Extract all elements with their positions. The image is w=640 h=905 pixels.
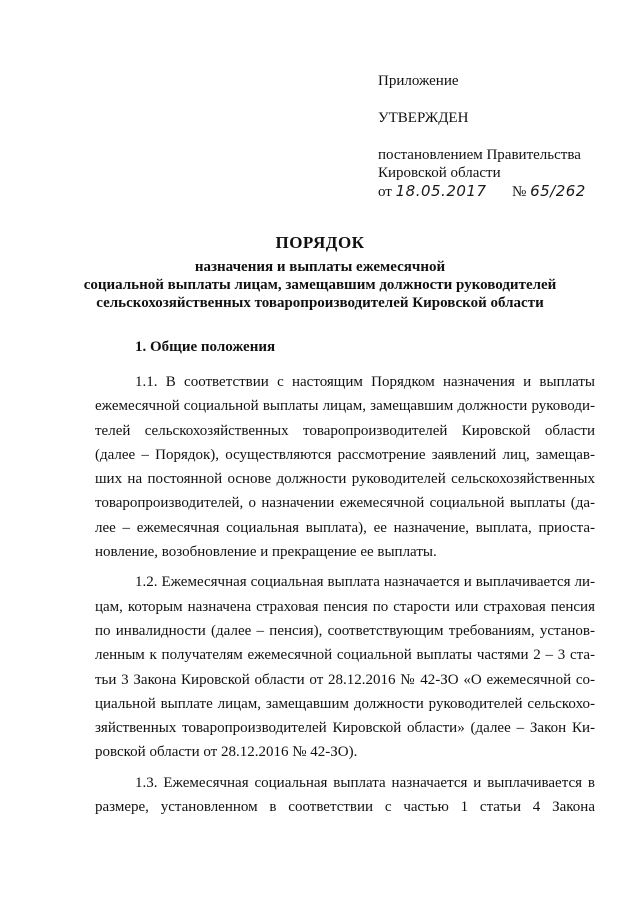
document-subtitle xyxy=(40,258,600,312)
approval-line-1: постановлением Правительства xyxy=(378,147,581,163)
paragraph-1-3 xyxy=(95,771,595,820)
text-line: (далее – Порядок), осуществляются рассмотрение заявлений лиц, замещав- xyxy=(95,446,595,463)
approval-block xyxy=(378,72,618,201)
section-heading: 1. Общие положения xyxy=(135,339,276,355)
number-prefix: № xyxy=(512,184,527,200)
text-line: товаропроизводителей, о назначении ежемесячной социальной выплаты (да- xyxy=(95,495,595,512)
appendix-label: Приложение xyxy=(378,73,459,89)
text-line: тьи 3 Закона Кировской области от 28.12.2016 № 42-ЗО «О ежемесячной со- xyxy=(95,671,595,688)
subtitle-line: назначения и выплаты ежемесячной xyxy=(194,259,446,275)
paragraph-1-2 xyxy=(95,570,595,764)
text-line: циальной выплате лицам, замещавшим должности руководителей сельскохо- xyxy=(95,695,595,712)
text-line: новление, возобновление и прекращение ее выплаты. xyxy=(95,544,437,561)
text-line: 1.3. Ежемесячная социальная выплата назначается и выплачивается в xyxy=(135,774,595,791)
body-text xyxy=(95,370,595,825)
text-line: лее – ежемесячная социальная выплата), ее назначение, выплата, приоста- xyxy=(95,519,595,536)
text-line: по инвалидности (далее – пенсия), соответствующим требованиям, установ- xyxy=(95,622,595,639)
date-prefix: от xyxy=(378,184,392,200)
text-line: 1.1. В соответствии с настоящим Порядком назначения и выплаты xyxy=(135,374,595,390)
text-line: ленным к получателям ежемесячной социальной выплаты частями 2 – 3 ста- xyxy=(95,647,595,664)
paragraph-1-1 xyxy=(95,370,595,564)
text-line: ежемесячной социальной выплаты лицам, замещавшим должности руководи- xyxy=(95,398,595,415)
subtitle-line: социальной выплаты лицам, замещавшим должности руководителей xyxy=(83,277,557,293)
text-line: телей сельскохозяйственных товаропроизводителей Кировской области xyxy=(95,422,595,439)
handwritten-number: 65/262 xyxy=(530,182,586,200)
text-line: 1.2. Ежемесячная социальная выплата назначается и выплачивается ли- xyxy=(135,574,595,591)
text-line: ровской области от 28.12.2016 № 42-ЗО). xyxy=(95,744,358,761)
text-line: зяйственных товаропроизводителей Кировской области» (далее – Закон Ки- xyxy=(95,720,595,737)
approved-label: УТВЕРЖДЕН xyxy=(378,110,469,126)
text-line: цам, которым назначена страховая пенсия по старости или страховая пенсия xyxy=(95,598,595,615)
text-line: ших на постоянной основе должности руководителей сельскохозяйственных xyxy=(95,471,595,488)
subtitle-line: сельскохозяйственных товаропроизводителей Кировской области xyxy=(96,295,544,311)
approval-date-line xyxy=(378,182,618,201)
document-title: ПОРЯДОК xyxy=(275,233,365,252)
handwritten-date: 18.05.2017 xyxy=(395,182,487,200)
approval-line-2: Кировской области xyxy=(378,165,501,181)
text-line: размере, установленном в соответствии с частью 1 статьи 4 Закона xyxy=(95,799,595,816)
